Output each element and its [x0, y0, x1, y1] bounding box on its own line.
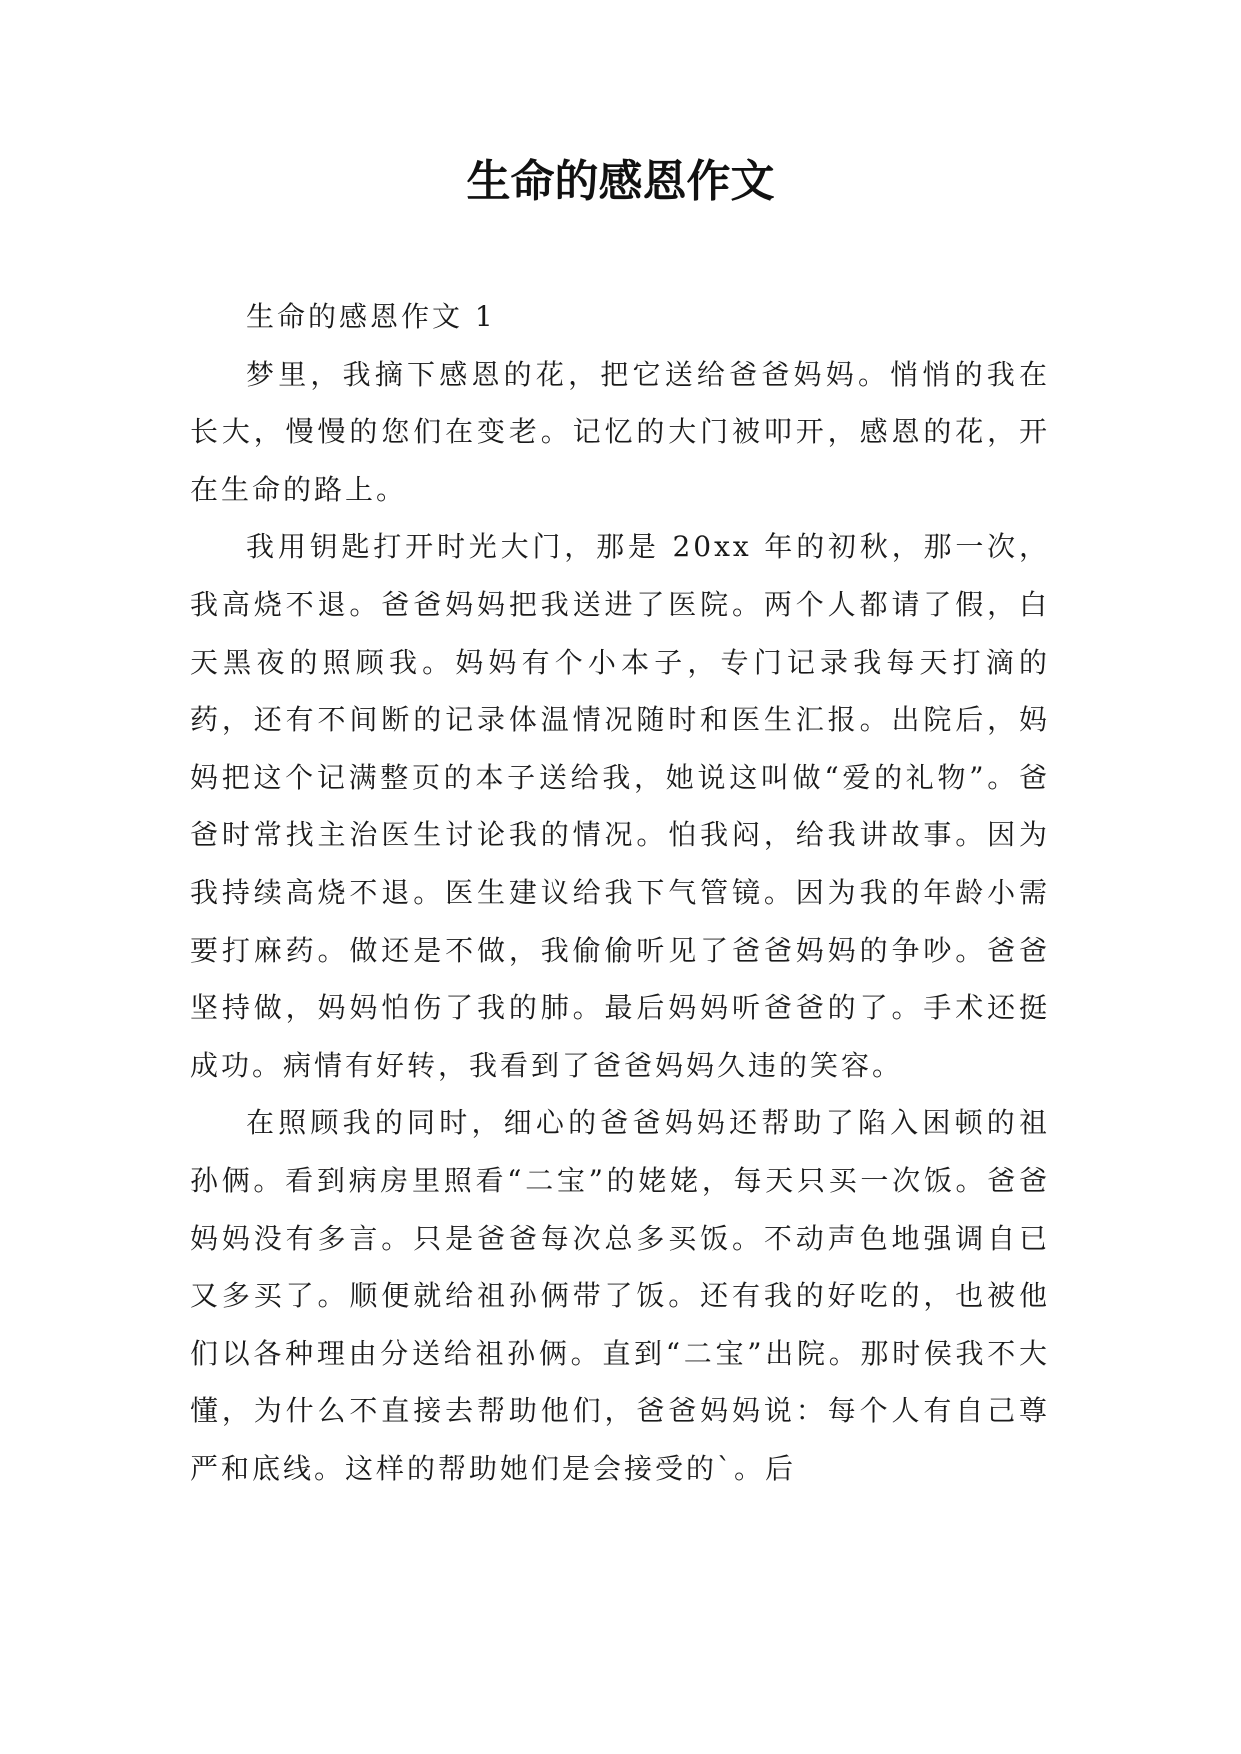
paragraph-1: 梦里，我摘下感恩的花，把它送给爸爸妈妈。悄悄的我在长大，慢慢的您们在变老。记忆的大门被叩开，感恩的花，开在生命的路上。: [190, 357, 1050, 506]
paragraph-2: 我用钥匙打开时光大门，那是 20xx 年的初秋，那一次，我高烧不退。爸爸妈妈把我送进了医院。两个人都请了假，白天黑夜的照顾我。妈妈有个小本子，专门记录我每天打滴的药，还有不间断的记录体温情况随时和医生汇报。出院后，妈妈把这个记满整页的本子送给我，她说这叫做“爱的礼物”。爸爸时常找主治医生讨论我的情况。怕我闷，给我讲故事。因为我持续高烧不退。医生建议给我下气管镜。因为我的年龄小需要打麻药。做还是不做，我偷偷听见了爸爸妈妈的争吵。爸爸坚持做，妈妈怕伤了我的肺。最后妈妈听爸爸的了。手术还挺成功。病情有好转，我看到了爸爸妈妈久违的笑容。: [190, 530, 1050, 1082]
section-heading: 生命的感恩作文 1: [246, 300, 496, 333]
document-title: 生命的感恩作文: [466, 156, 775, 207]
document-body: [190, 288, 1050, 1497]
paragraph-3: 在照顾我的同时，细心的爸爸妈妈还帮助了陷入困顿的祖孙俩。看到病房里照看“二宝”的姥姥，每天只买一次饭。爸爸妈妈没有多言。只是爸爸每次总多买饭。不动声色地强调自已又多买了。顺便就给祖孙俩带了饭。还有我的好吃的，也被他们以各种理由分送给祖孙俩。直到“二宝”出院。那时侯我不大懂，为什么不直接去帮助他们，爸爸妈妈说：每个人有自己尊严和底线。这样的帮助她们是会接受的`。后: [190, 1106, 1050, 1485]
